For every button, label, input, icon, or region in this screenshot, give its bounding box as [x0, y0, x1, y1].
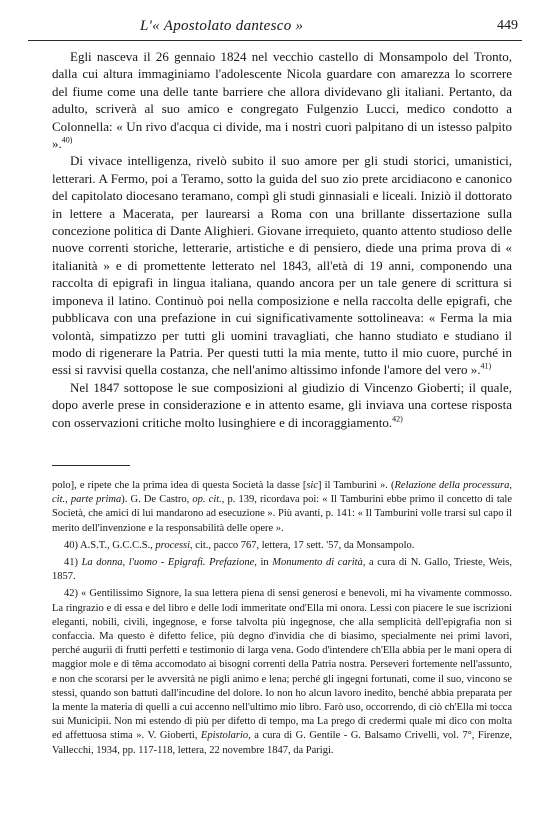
footnote-number: 41) [64, 557, 78, 569]
note-text: polo], e ripete che la prima idea di questa Società la dasse [ [52, 480, 307, 491]
footnote-continuation [52, 479, 512, 536]
note-italic: op. cit. [192, 494, 222, 506]
note-text: , a cura di N. Gallo, Trieste, Weis, 1857. [52, 557, 513, 583]
note-italic: Epistolario [200, 730, 249, 742]
paragraph-1-text: Egli nasceva il 26 gennaio 1824 nel vecchio castello di Monsampolo del Tronto, dalla cui altura immaginiamo l'adolescente Nicola guardare con amarezza lo scorrere del fiume come una delle tante barriere che allora dividevano gli italiani. Pertanto, da adulto, scriverà al suo amico e congregato Fulgenzio Lucci, medico condotto a Colonnella: « Un rivo d'acqua ci divide, ma i nostri cuori palpitano di un istesso palpito ». [52, 49, 512, 152]
footnote-ref-40: 40) [61, 135, 73, 145]
paragraph-2 [52, 152, 512, 378]
footnotes [52, 479, 512, 761]
note-italic: processi [155, 539, 191, 551]
main-text [52, 48, 512, 431]
running-title: L'« Apostolato dantesco » [140, 18, 304, 34]
paragraph-3 [52, 379, 512, 431]
note-text: , cit., pacco 767, lettera, 17 sett. '57, da Monsampolo. [190, 539, 415, 551]
footnote-number: 42) [64, 588, 78, 600]
footnote-ref-42: 42) [392, 414, 403, 424]
note-text: « Gentilissimo Signore, la sua lettera piena di sensi generosi e benevoli, mi ha vivamente commosso. La ringrazio e di essa e del libro e delle lodi immeritate ond'Ella mi onora. Lessi con piacere le sue iscrizioni eleganti, nobili, civili, ingegnose, e forse talvolta più ingegnose, che alla semplicità dell'epigrafia non si confaccia. Ma questo è difetto felice, più degno d'invidia che di biasimo, specialmente nei primi lavori, perché augurii di frutti perfetti e testimonio di larga vena. Godo d'intendere ch'Ella abbia per le mani opera di maggior mole e di têma accomodato ai bisogni correnti della Patria nostra. Perseveri fortemente nell'assunto, e non che scorarsi per le avversità ne pigli animo e lena; perché gli ingegni fortunati, come il suo, vincono se stessi, quando son battuti dall'incudine del dolore. Io non ho alcun lavoro inedito, benché abbia preparata per la mente la materia di quelli a cui accenno nell'ultimo mio libro. Farò uso, occorrendo, di ciò ch'Ella mi tocca sui Municipii. Non mi estendo di più per difetto di tempo, ma La prego di credermi quale mi dico con molta ed affettuosa stima ». V. Gioberti, [52, 588, 512, 742]
note-text: ] il Tamburini ». ( [318, 480, 395, 491]
footnote-separator [52, 465, 130, 466]
header-rule [28, 40, 522, 41]
running-header [28, 14, 522, 44]
footnote-40 [52, 539, 512, 553]
note-text: , p. 139, ricordava poi: « Il Tamburini ebbe primo il concetto di tale Società, che amici di lui mandarono ad esecuzione ». Più avanti, p. 141: « Il Tamburini volle trarsi sul capo il merito dell'invenzione e la responsabilità delle opere ». [52, 494, 512, 534]
footnote-42 [52, 587, 512, 757]
note-italic: Relazione della processura, cit., parte prima [52, 480, 512, 506]
note-italic: sic [306, 480, 319, 491]
footnote-ref-41: 41) [480, 361, 492, 371]
note-text: , a cura di G. Gentile - G. Balsamo Crivelli, vol. 7°, Firenze, Vallecchi, 1934, pp. 117-118, lettera, 22 novembre 1847, da Parigi. [52, 730, 512, 756]
paragraph-3-text: Nel 1847 sottopose le sue composizioni al giudizio di Vincenzo Gioberti; il quale, dopo averle prese in considerazione e in attento esame, gli inviava una cortese risposta con osservazioni critiche molto lusinghiere e di incoraggiamento. [52, 379, 512, 430]
page-number: 449 [497, 18, 518, 33]
paragraph-1 [52, 48, 512, 152]
note-text: ). G. De Castro, [121, 494, 193, 506]
note-italic: La donna, l'uomo - Epigrafi. Prefazione [78, 557, 255, 569]
note-italic: Monumento di carità [272, 557, 363, 569]
paragraph-2-text: Di vivace intelligenza, rivelò subito il suo amore per gli studi storici, umanistici, letterari. A Fermo, poi a Teramo, sotto la guida del suo zio prete arcidiacono e canonico del capitolato diocesano teramano, compì gli studi ginnasiali e liceali. Iniziò il dottorato in lettere a Macerata, per laurearsi a Roma con una brillante dissertazione sulla concezione politica di Dante Alighieri. Giovane irrequieto, quanto attento studioso delle nuove correnti storiche, letterarie, artistiche e di pensiero, diede una prima prova di « italianità » e di promettente letterato nel 1843, all'età di 19 anni, componendo una raccolta di epigrafi in lingua italiana, quando ancora per un tale genere di scrittura si imponeva il latino. Continuò poi nella composizione e nella raccolta delle epigrafi, che pubblicava con una prefazione in cui significativamente sottolineava: « Ferma la mia volontà, simpatizzo per tutti gli uomini travagliati, che hanno studiato e studiano il modo di rigenerare la Patria. Per questi tutti la mia mente, tutto il mio cuore, purché in essi si ravvisi quella costanza, che nell'animo altissimo infonde l'amore del vero ». [52, 153, 512, 378]
note-text: , in [254, 557, 273, 569]
footnote-number: 40) [64, 539, 78, 551]
note-text: A.S.T., G.C.C.S., [78, 539, 156, 551]
footnote-41 [52, 556, 512, 584]
